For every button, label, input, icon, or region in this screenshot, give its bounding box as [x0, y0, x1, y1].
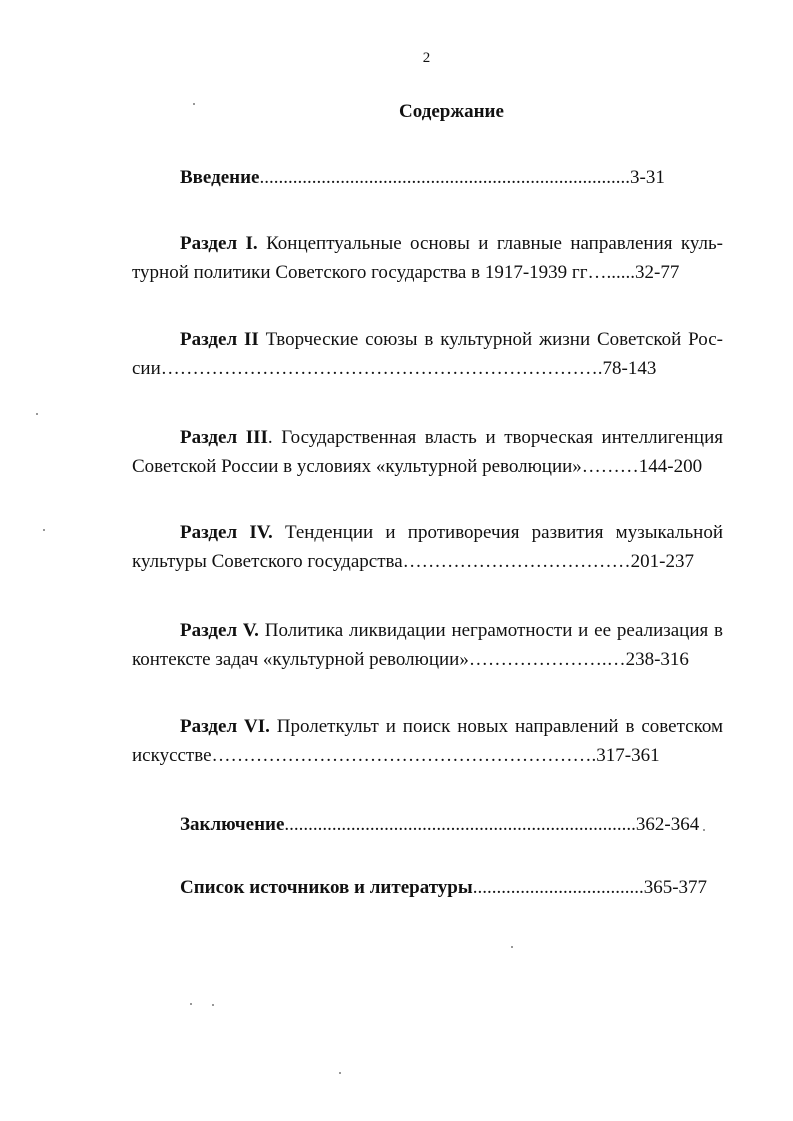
toc-entry-line — [132, 616, 723, 645]
toc-entry-label: Раздел IV. — [180, 522, 273, 543]
scan-speck — [36, 413, 38, 415]
toc-leader-dots: ……………………………… — [402, 551, 631, 572]
scan-speck — [339, 1072, 341, 1074]
toc-entry-text: Советской России в условиях «культурной революции» — [132, 456, 582, 477]
toc-entry-section-5 — [132, 616, 723, 674]
toc-leader-dots: ……………………………………………………. — [211, 745, 597, 766]
toc-entry-text: Пролеткульт и поиск новых направлений в советском — [276, 716, 723, 737]
toc-entry-pages: 365-377 — [643, 877, 708, 898]
toc-entry-section-4 — [132, 518, 723, 576]
toc-entry-text: искусстве — [132, 745, 212, 766]
toc-entry-line — [132, 547, 723, 576]
toc-title: Содержание — [399, 101, 504, 122]
toc-entry-line — [132, 518, 723, 547]
toc-leader-dots: .............................................................................. — [259, 167, 630, 188]
toc-entry-text: турной политики Советского государства в 1917-1939 гг — [132, 262, 588, 283]
toc-leader-dots: ……… — [581, 456, 639, 477]
toc-entry-section-1 — [132, 229, 723, 287]
toc-entry-text: Концептуальные основы и главные направления куль- — [266, 233, 723, 254]
toc-entry-line — [132, 325, 723, 354]
toc-entry-bibliography — [132, 873, 723, 902]
toc-entry-text: . Государственная власть и творческая интеллигенция — [267, 427, 723, 448]
toc-entry-pages: 3-31 — [630, 167, 665, 188]
toc-entry-pages: 317-361 — [596, 745, 660, 766]
page-number: 2 — [422, 50, 431, 66]
toc-leader-dots: ………………….… — [468, 649, 626, 670]
toc-leader-dots: ……………………………………………………………. — [160, 358, 603, 379]
toc-entry-section-6 — [132, 712, 723, 770]
toc-entry-line — [132, 810, 723, 839]
toc-entry-line — [132, 873, 723, 902]
toc-entry-pages: 201-237 — [630, 551, 694, 572]
toc-leader-dots: .................................... — [472, 877, 644, 898]
toc-entry-section-2 — [132, 325, 723, 383]
toc-entry-line — [132, 712, 723, 741]
toc-entry-line — [132, 423, 723, 452]
toc-entry-line — [132, 258, 723, 287]
toc-entry-label: Раздел I. — [180, 233, 258, 254]
toc-entry-line — [132, 645, 723, 674]
toc-entry-label: Заключение — [180, 814, 285, 835]
toc-entry-pages: 32-77 — [635, 262, 680, 283]
toc-entry-line — [132, 163, 723, 192]
toc-entry-pages: 362-364 — [635, 814, 700, 835]
toc-leader-dots: .......................................................................... — [284, 814, 636, 835]
toc-leader-dots: …...... — [587, 262, 635, 283]
scan-speck — [212, 1004, 214, 1006]
scan-speck — [193, 103, 195, 105]
toc-entry-text: контексте задач «культурной революции» — [132, 649, 469, 670]
toc-entry-text: сии — [132, 358, 161, 379]
toc-entry-line — [132, 741, 723, 770]
toc-entry-line — [132, 229, 723, 258]
toc-entry-pages: 144-200 — [638, 456, 703, 477]
scan-speck — [43, 529, 45, 531]
toc-entry-label: Раздел VI. — [180, 716, 270, 737]
scan-speck — [190, 1003, 192, 1005]
toc-entry-text: Политика ликвидации неграмотности и ее реализация в — [264, 620, 724, 641]
toc-entry-line — [132, 452, 723, 481]
toc-entry-label: Список источников и литературы — [180, 877, 473, 898]
toc-entry-conclusion — [132, 810, 723, 839]
toc-entry-introduction — [132, 163, 723, 192]
scan-speck — [511, 946, 513, 948]
toc-entry-text: Творческие союзы в культурной жизни Советской Рос- — [265, 329, 724, 350]
toc-entry-pages: 78-143 — [602, 358, 657, 379]
toc-entry-label: Раздел II — [180, 329, 259, 350]
toc-entry-text: Тенденции и противоречия развития музыкальной — [284, 522, 723, 543]
toc-entry-label: Раздел III — [180, 427, 268, 448]
toc-entry-text: культуры Советского государства — [132, 551, 403, 572]
toc-entry-label: Введение — [180, 167, 260, 188]
toc-entry-pages: 238-316 — [625, 649, 689, 670]
toc-entry-line — [132, 354, 723, 383]
scan-speck — [703, 829, 705, 831]
toc-entry-section-3 — [132, 423, 723, 481]
toc-entry-label: Раздел V. — [180, 620, 259, 641]
